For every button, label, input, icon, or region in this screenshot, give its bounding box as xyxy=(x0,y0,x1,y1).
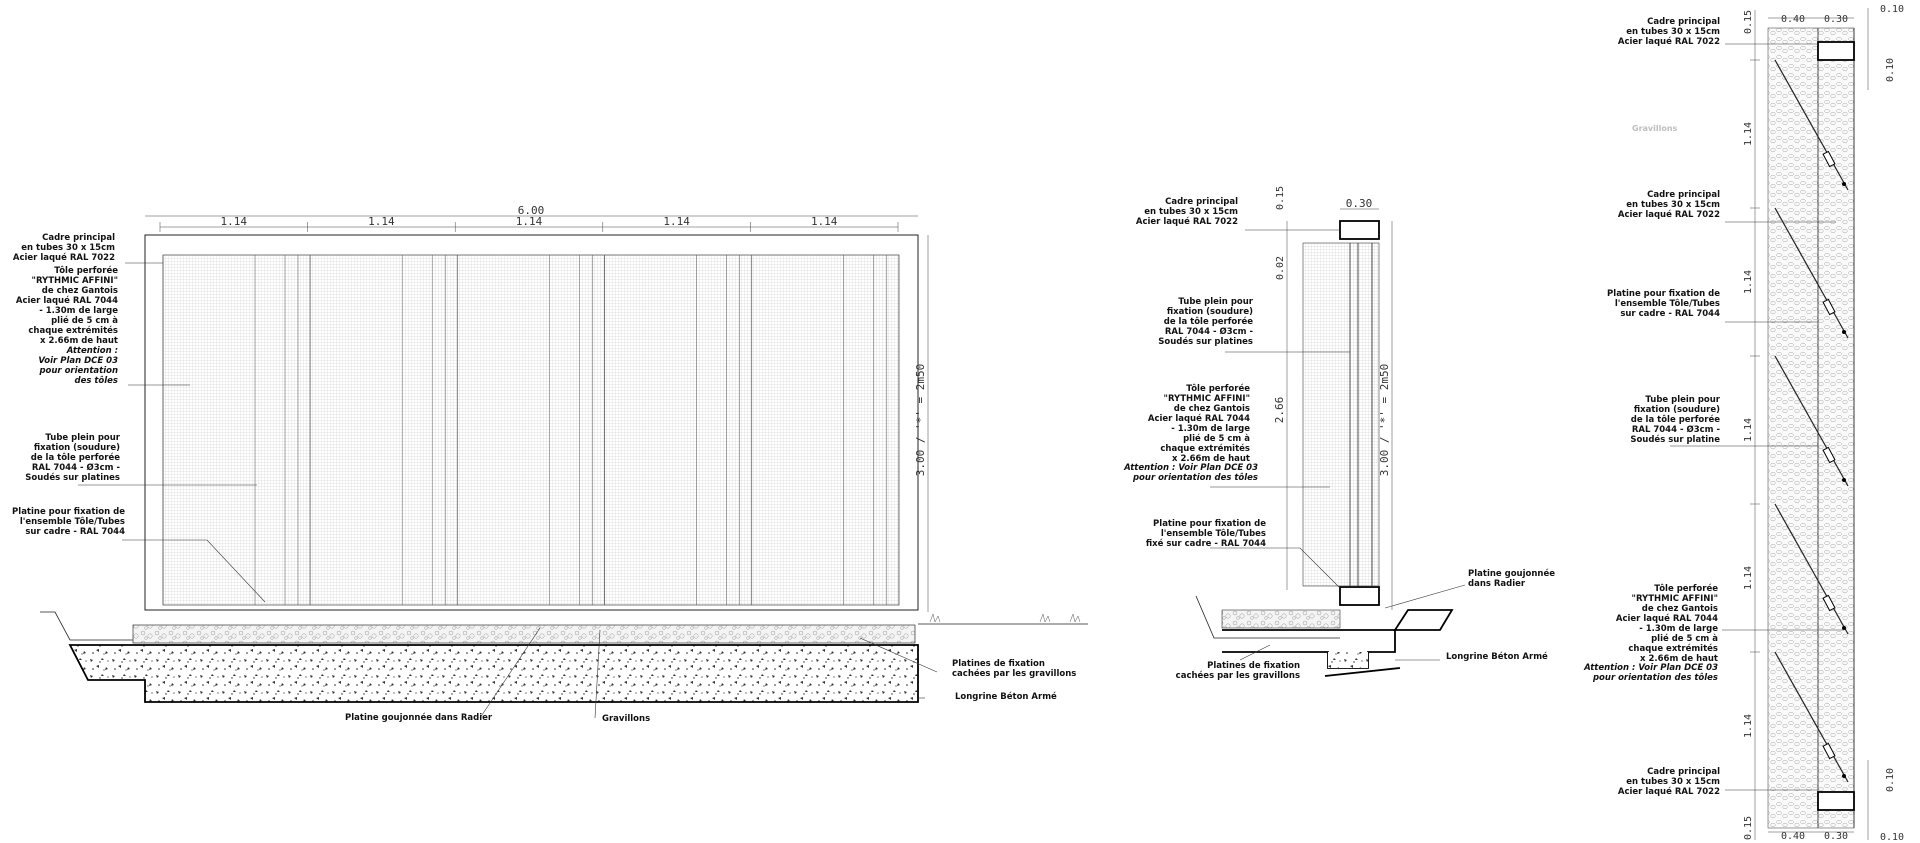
section-note-fixing-tube xyxy=(1158,297,1254,347)
panel-dim-label: 1.14 xyxy=(663,215,690,228)
note-line: x 2.66m de haut xyxy=(1640,654,1718,664)
plan-bottom-dim-010: 0.10 xyxy=(1880,832,1905,843)
plan-gravel-strip xyxy=(1768,28,1854,828)
section-bottom-frame xyxy=(1340,587,1379,605)
note-line: fixation (soudure) xyxy=(1166,307,1253,317)
note-line: Acier laqué RAL 7044 xyxy=(1147,414,1250,424)
note-line: Voir Plan DCE 03 xyxy=(38,356,118,366)
note-line: Platines de fixation xyxy=(952,659,1045,669)
note-line: x 2.66m de haut xyxy=(40,336,118,346)
panel-dim-label: 1.14 xyxy=(810,215,838,228)
plan-note-fixing-plate xyxy=(1607,289,1720,319)
note-line: - 1.30m de large xyxy=(1171,424,1250,434)
gravel-layer xyxy=(133,625,915,643)
note-line: cachées par les gravillons xyxy=(952,669,1077,679)
note-sheet-attention xyxy=(38,346,118,386)
note-line: Platine pour fixation de xyxy=(1153,519,1266,529)
elevation-view xyxy=(12,204,1088,724)
section-beam-fill xyxy=(1328,652,1368,668)
note-line: RAL 7044 - Ø3cm - xyxy=(1631,425,1720,435)
note-line: de chez Gantois xyxy=(41,286,118,296)
note-perforated-sheet xyxy=(16,265,118,346)
note-line: dans Radier xyxy=(1468,579,1526,589)
note-line: Soudés sur platines xyxy=(1158,337,1253,347)
note-line: sur cadre - RAL 7044 xyxy=(1620,309,1720,319)
note-line: pour orientation des tôles xyxy=(1592,673,1718,683)
panel-dim-label: 1.14 xyxy=(220,215,248,228)
note-line: Soudés sur platine xyxy=(1630,435,1720,445)
section-panel-dim-label: 2.66 xyxy=(1273,396,1286,424)
plan-note-fixing-tube xyxy=(1630,395,1720,445)
note-line: Acier laqué RAL 7022 xyxy=(1617,37,1720,47)
note-line: Tôle perforée xyxy=(54,266,118,276)
section-note-perforated-sheet xyxy=(1148,383,1250,464)
plan-right-dim-010-top: 0.10 xyxy=(1885,57,1896,83)
section-width-label: 0.30 xyxy=(1345,197,1373,210)
note-line: chaque extrémités xyxy=(1160,444,1250,454)
note-line: plié de 5 cm à xyxy=(1651,634,1718,644)
note-line: x 2.66m de haut xyxy=(1172,454,1250,464)
note-line: de chez Gantois xyxy=(1641,604,1718,614)
note-anchored-plate: Platine goujonnée dans Radier xyxy=(345,713,493,723)
section-note-anchored-plate xyxy=(1468,568,1555,589)
note-line: Acier laqué RAL 7044 xyxy=(1615,614,1718,624)
plan-tube-dot xyxy=(1842,626,1846,630)
note-line: l'ensemble Tôle/Tubes xyxy=(19,517,125,527)
note-line: en tubes 30 x 15cm xyxy=(1626,200,1720,210)
plan-tube-dot xyxy=(1842,182,1846,186)
plan-left-dim-114: 1.14 xyxy=(1743,713,1754,739)
section-perforated-sheet xyxy=(1303,243,1379,586)
note-fixing-tube xyxy=(25,433,121,483)
note-line: Acier laqué RAL 7022 xyxy=(12,253,115,263)
note-line: de chez Gantois xyxy=(1173,404,1250,414)
concrete-beam xyxy=(70,645,918,702)
plan-top-dim-010: 0.10 xyxy=(1880,4,1905,15)
plan-bottom-dim-040: 0.40 xyxy=(1780,831,1806,842)
note-line: RAL 7044 - Ø3cm - xyxy=(31,463,120,473)
plan-left-dim-114: 1.14 xyxy=(1743,417,1754,443)
section-note-fixing-plate xyxy=(1146,519,1266,549)
note-line: en tubes 30 x 15cm xyxy=(1144,207,1238,217)
note-line: l'ensemble Tôle/Tubes xyxy=(1160,529,1266,539)
note-concrete-beam: Longrine Béton Armé xyxy=(955,692,1057,702)
section-leader-goujonnee xyxy=(1385,585,1465,608)
plan-top-dim-040: 0.40 xyxy=(1780,14,1806,25)
note-line: plié de 5 cm à xyxy=(51,316,118,326)
plan-tube-dot xyxy=(1842,774,1846,778)
plan-left-dim-015-top: 0.15 xyxy=(1743,9,1754,35)
plan-gravel-label: Gravillons xyxy=(1632,124,1678,133)
section-top-frame xyxy=(1340,221,1379,239)
note-line: en tubes 30 x 15cm xyxy=(1626,27,1720,37)
note-line: Attention : xyxy=(66,346,118,356)
note-line: de la tôle perforée xyxy=(1630,415,1720,425)
note-line: "RYTHMIC AFFINI" xyxy=(31,276,118,286)
note-line: des tôles xyxy=(74,376,118,386)
plan-tube-dot xyxy=(1842,478,1846,482)
plan-top-frame xyxy=(1818,42,1854,60)
section-view xyxy=(1123,186,1555,681)
note-hidden-plates xyxy=(952,659,1076,679)
note-line: l'ensemble Tôle/Tubes xyxy=(1614,299,1720,309)
section-gap-dim-label: 0.02 xyxy=(1275,255,1286,281)
note-fixing-plate xyxy=(12,507,125,537)
note-line: fixation (soudure) xyxy=(33,443,120,453)
note-line: Tôle perforée xyxy=(1654,584,1718,594)
note-line: Soudés sur platines xyxy=(25,473,120,483)
note-line: en tubes 30 x 15cm xyxy=(1626,777,1720,787)
plan-bottom-frame xyxy=(1818,792,1854,810)
note-line: - 1.30m de large xyxy=(39,306,118,316)
note-line: sur cadre - RAL 7044 xyxy=(25,527,125,537)
note-line: en tubes 30 x 15cm xyxy=(21,243,115,253)
note-line: Cadre principal xyxy=(42,233,115,243)
section-height-label: 3.00 / '*' = 2m50 xyxy=(1378,363,1391,477)
note-line: Cadre principal xyxy=(1647,767,1720,777)
plan-note-sheet-attention xyxy=(1583,663,1718,683)
note-line: Acier laqué RAL 7022 xyxy=(1617,787,1720,797)
note-line: Platine goujonnée xyxy=(1468,569,1555,579)
panel-dim-label: 1.14 xyxy=(515,215,543,228)
note-line: Tube plein pour xyxy=(1178,297,1253,307)
plan-left-dim-114: 1.14 xyxy=(1743,565,1754,591)
plan-left-dim-114: 1.14 xyxy=(1743,269,1754,295)
note-line: Platines de fixation xyxy=(1207,661,1300,671)
note-line: Platine pour fixation de xyxy=(12,507,125,517)
note-line: Tube plein pour xyxy=(1645,395,1720,405)
note-line: - 1.30m de large xyxy=(1639,624,1718,634)
note-gravel: Gravillons xyxy=(602,714,651,724)
plan-bottom-dim-030: 0.30 xyxy=(1823,831,1849,842)
note-line: Platine pour fixation de xyxy=(1607,289,1720,299)
note-line: Acier laqué RAL 7022 xyxy=(1617,210,1720,220)
note-line: Attention : Voir Plan DCE 03 xyxy=(1584,663,1718,673)
note-line: "RYTHMIC AFFINI" xyxy=(1163,394,1250,404)
note-line: Tôle perforée xyxy=(1186,384,1250,394)
grass-tufts xyxy=(930,614,1080,622)
section-note-sheet-attention xyxy=(1123,463,1258,483)
note-line: Cadre principal xyxy=(1647,190,1720,200)
section-note-hidden-plates xyxy=(1176,661,1300,681)
section-note-main-frame xyxy=(1136,197,1238,227)
note-line: Acier laqué RAL 7022 xyxy=(1135,217,1238,227)
note-line: Acier laqué RAL 7044 xyxy=(15,296,118,306)
perforated-panels xyxy=(163,255,899,605)
section-note-concrete-beam: Longrine Béton Armé xyxy=(1446,652,1548,662)
plan-tube-dot xyxy=(1842,330,1846,334)
note-line: Cadre principal xyxy=(1647,17,1720,27)
plan-left-dim-114: 1.14 xyxy=(1743,121,1754,147)
panel-dim-label: 1.14 xyxy=(368,215,395,228)
note-line: chaque extrémités xyxy=(1628,644,1718,654)
note-line: de la tôle perforée xyxy=(30,453,120,463)
note-line: de la tôle perforée xyxy=(1163,317,1253,327)
section-gravel xyxy=(1222,610,1340,628)
note-line: plié de 5 cm à xyxy=(1183,434,1250,444)
plan-note-frame-bottom xyxy=(1618,767,1720,797)
note-line: "RYTHMIC AFFINI" xyxy=(1631,594,1718,604)
plan-view xyxy=(1583,4,1904,843)
plan-left-dim-015-bottom: 0.15 xyxy=(1743,815,1754,841)
plan-note-perforated-sheet xyxy=(1616,583,1718,664)
ground-left-line xyxy=(40,612,140,640)
note-line: Tube plein pour xyxy=(45,433,120,443)
overall-dim-label: 6.00 xyxy=(517,204,545,217)
note-line: cachées par les gravillons xyxy=(1175,671,1300,681)
note-line: fixé sur cadre - RAL 7044 xyxy=(1145,539,1266,549)
plan-top-dim-030: 0.30 xyxy=(1823,14,1849,25)
plan-note-frame-top xyxy=(1618,17,1720,47)
note-line: Attention : Voir Plan DCE 03 xyxy=(1124,463,1258,473)
note-line: chaque extrémités xyxy=(28,326,118,336)
note-line: Cadre principal xyxy=(1165,197,1238,207)
note-line: fixation (soudure) xyxy=(1633,405,1720,415)
note-line: pour orientation des tôles xyxy=(1132,473,1258,483)
height-dim-label: 3.00 / '*' = 2m50 xyxy=(914,363,927,477)
note-line: pour orientation xyxy=(39,366,118,376)
plan-right-dim-010-bottom: 0.10 xyxy=(1885,767,1896,793)
section-top-dim-label: 0.15 xyxy=(1275,185,1286,211)
note-main-frame xyxy=(13,233,115,263)
plan-note-frame-mid xyxy=(1618,190,1720,220)
note-line: RAL 7044 - Ø3cm - xyxy=(1164,327,1253,337)
